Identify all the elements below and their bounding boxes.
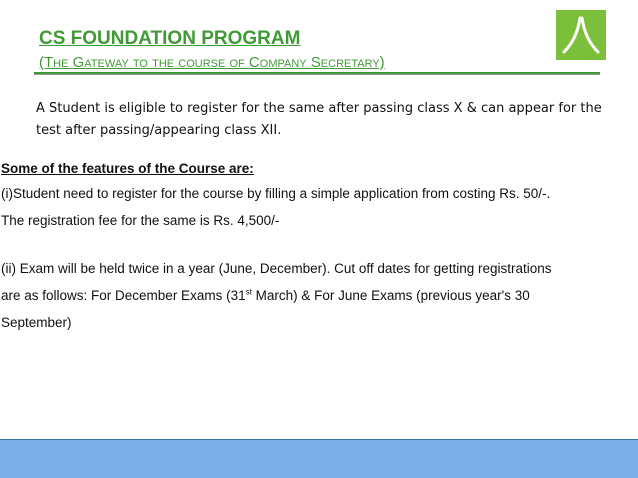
feature-2-text-a: are as follows: For December Exams (31 (1, 288, 246, 303)
features-heading: Some of the features of the Course are: (1, 161, 254, 176)
page-title: CS FOUNDATION PROGRAM (39, 28, 301, 49)
feature-2-line-2 (1, 282, 631, 309)
features-section (1, 158, 631, 336)
feature-1-line-2: The registration fee for the same is Rs. 4,500/- (1, 213, 280, 228)
logo (556, 10, 606, 60)
header-divider-shadow (34, 74, 600, 75)
feature-2-line-1: (ii) Exam will be held twice in a year (June, December). Cut off dates for getting registrations (1, 261, 552, 276)
page-subtitle: (The Gateway to the course of Company Secretary) (39, 54, 385, 71)
feature-2-text-b: March) & For June Exams (previous year's 30 (251, 288, 530, 303)
feature-2-line-3: September) (1, 315, 72, 330)
eligibility-text: A Student is eligible to register for the same after passing class X & can appear for the test after passing/appearing class XII. (36, 101, 602, 138)
footer-bar (0, 439, 638, 478)
lambda-logo-icon (556, 10, 606, 60)
feature-1-line-1: (i)Student need to register for the course by filling a simple application from costing Rs. 50/-. (1, 186, 551, 201)
ordinal-suffix: st (245, 287, 252, 297)
